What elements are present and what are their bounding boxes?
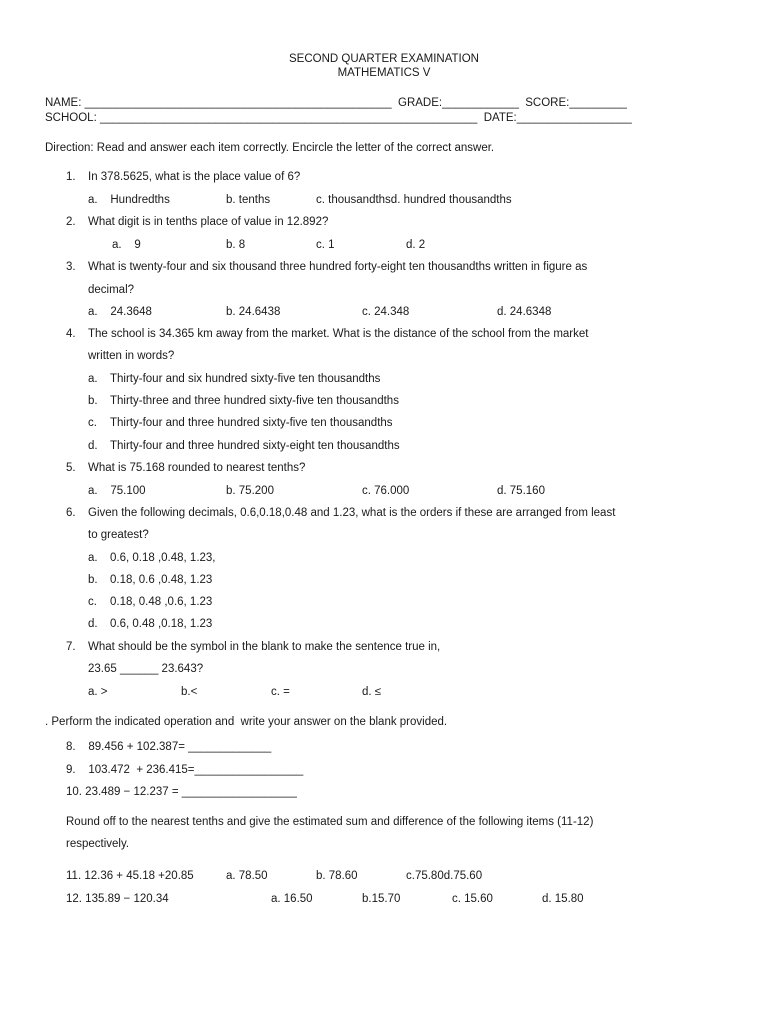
q3-choice-b: b. 24.6438 xyxy=(226,306,281,318)
q6-text-line1: Given the following decimals, 0.6,0.18,0.48 and 1.23, what is the orders if these are arranged from least xyxy=(88,507,616,519)
q7-text-line2: 23.65 ______ 23.643? xyxy=(88,663,204,675)
q12-text: 12. 135.89 − 120.34 xyxy=(66,893,169,905)
q12-choice-b: b.15.70 xyxy=(362,893,401,905)
school-date-line: SCHOOL: ___________________________________________________________ DATE:__________________ xyxy=(45,112,632,124)
q6-choice-d-letter: d. xyxy=(88,618,98,630)
q6-choice-a: 0.6, 0.18 ,0.48, 1.23, xyxy=(110,552,216,564)
q2-choice-b: b. 8 xyxy=(226,239,246,251)
q2-text: What digit is in tenths place of value in 12.892? xyxy=(88,216,329,228)
q4-choice-b-letter: b. xyxy=(88,395,98,407)
q9-text: 9. 103.472 + 236.415=_________________ xyxy=(66,764,304,776)
q2-number: 2. xyxy=(66,216,76,228)
q12-choice-c: c. 15.60 xyxy=(452,893,493,905)
part2-instruction: . Perform the indicated operation and write your answer on the blank provided. xyxy=(45,716,448,728)
name-grade-score-line: NAME: ________________________________________________ GRADE:____________ SCORE:_________ xyxy=(45,97,627,109)
q11-choice-b: b. 78.60 xyxy=(316,870,358,882)
q5-choice-c: c. 76.000 xyxy=(362,485,410,497)
q7-text-line1: What should be the symbol in the blank to make the sentence true in, xyxy=(88,641,441,653)
q2-choice-d: d. 2 xyxy=(406,239,426,251)
q1-choice-b: b. tenths xyxy=(226,194,271,206)
q6-choice-c: 0.18, 0.48 ,0.6, 1.23 xyxy=(110,596,213,608)
q3-choice-a: a. 24.3648 xyxy=(88,306,152,318)
q12-choice-d: d. 15.80 xyxy=(542,893,584,905)
q7-choice-c: c. = xyxy=(271,686,290,698)
q4-choice-c: Thirty-four and three hundred sixty-five ten thousandths xyxy=(110,417,393,429)
q6-choice-b-letter: b. xyxy=(88,574,98,586)
q7-choice-b: b.< xyxy=(181,686,198,698)
q6-number: 6. xyxy=(66,507,76,519)
q2-choice-c: c. 1 xyxy=(316,239,335,251)
q6-text-line2: to greatest? xyxy=(88,529,149,541)
q3-number: 3. xyxy=(66,261,76,273)
q5-choice-a: a. 75.100 xyxy=(88,485,146,497)
q6-choice-c-letter: c. xyxy=(88,596,97,608)
q3-choice-c: c. 24.348 xyxy=(362,306,410,318)
q6-choice-b: 0.18, 0.6 ,0.48, 1.23 xyxy=(110,574,213,586)
q12-choice-a: a. 16.50 xyxy=(271,893,313,905)
round-instruction-line1: Round off to the nearest tenths and give the estimated sum and difference of the following items (11-12) xyxy=(66,816,594,828)
exam-subject: MATHEMATICS V xyxy=(337,67,431,79)
q4-choice-c-letter: c. xyxy=(88,417,97,429)
q1-number: 1. xyxy=(66,171,76,183)
q3-text-line2: decimal? xyxy=(88,284,135,296)
exam-title: SECOND QUARTER EXAMINATION xyxy=(289,53,479,65)
q10-text: 10. 23.489 − 12.237 = __________________ xyxy=(66,786,297,798)
q1-choice-a: a. Hundredths xyxy=(88,194,170,206)
q3-choice-d: d. 24.6348 xyxy=(497,306,552,318)
q7-choice-a: a. > xyxy=(88,686,108,698)
direction-text: Direction: Read and answer each item correctly. Encircle the letter of the correct answer. xyxy=(45,142,495,154)
q4-choice-d-letter: d. xyxy=(88,440,98,452)
q4-choice-a-letter: a. xyxy=(88,373,98,385)
q5-choice-d: d. 75.160 xyxy=(497,485,545,497)
q8-text: 8. 89.456 + 102.387= _____________ xyxy=(66,741,272,753)
q4-choice-b: Thirty-three and three hundred sixty-five ten thousandths xyxy=(110,395,399,407)
q11-choice-a: a. 78.50 xyxy=(226,870,268,882)
round-instruction-line2: respectively. xyxy=(66,838,130,850)
q2-choice-a: a. 9 xyxy=(112,239,141,251)
q11-choice-c-d: c.75.80d.75.60 xyxy=(406,870,483,882)
q4-text-line2: written in words? xyxy=(88,350,175,362)
q11-text: 11. 12.36 + 45.18 +20.85 xyxy=(66,870,194,882)
q4-text-line1: The school is 34.365 km away from the market. What is the distance of the school from the market xyxy=(88,328,589,340)
q5-number: 5. xyxy=(66,462,76,474)
q6-choice-d: 0.6, 0.48 ,0.18, 1.23 xyxy=(110,618,213,630)
q1-choice-c-d: c. thousandthsd. hundred thousandths xyxy=(316,194,512,206)
q5-choice-b: b. 75.200 xyxy=(226,485,274,497)
q7-choice-d: d. ≤ xyxy=(362,686,382,698)
q1-text: In 378.5625, what is the place value of 6? xyxy=(88,171,301,183)
q6-choice-a-letter: a. xyxy=(88,552,98,564)
q4-number: 4. xyxy=(66,328,76,340)
q4-choice-a: Thirty-four and six hundred sixty-five ten thousandths xyxy=(110,373,381,385)
q7-number: 7. xyxy=(66,641,76,653)
q4-choice-d: Thirty-four and three hundred sixty-eight ten thousandths xyxy=(110,440,400,452)
q5-text: What is 75.168 rounded to nearest tenths? xyxy=(88,462,306,474)
q3-text-line1: What is twenty-four and six thousand three hundred forty-eight ten thousandths written in figure as xyxy=(88,261,588,273)
